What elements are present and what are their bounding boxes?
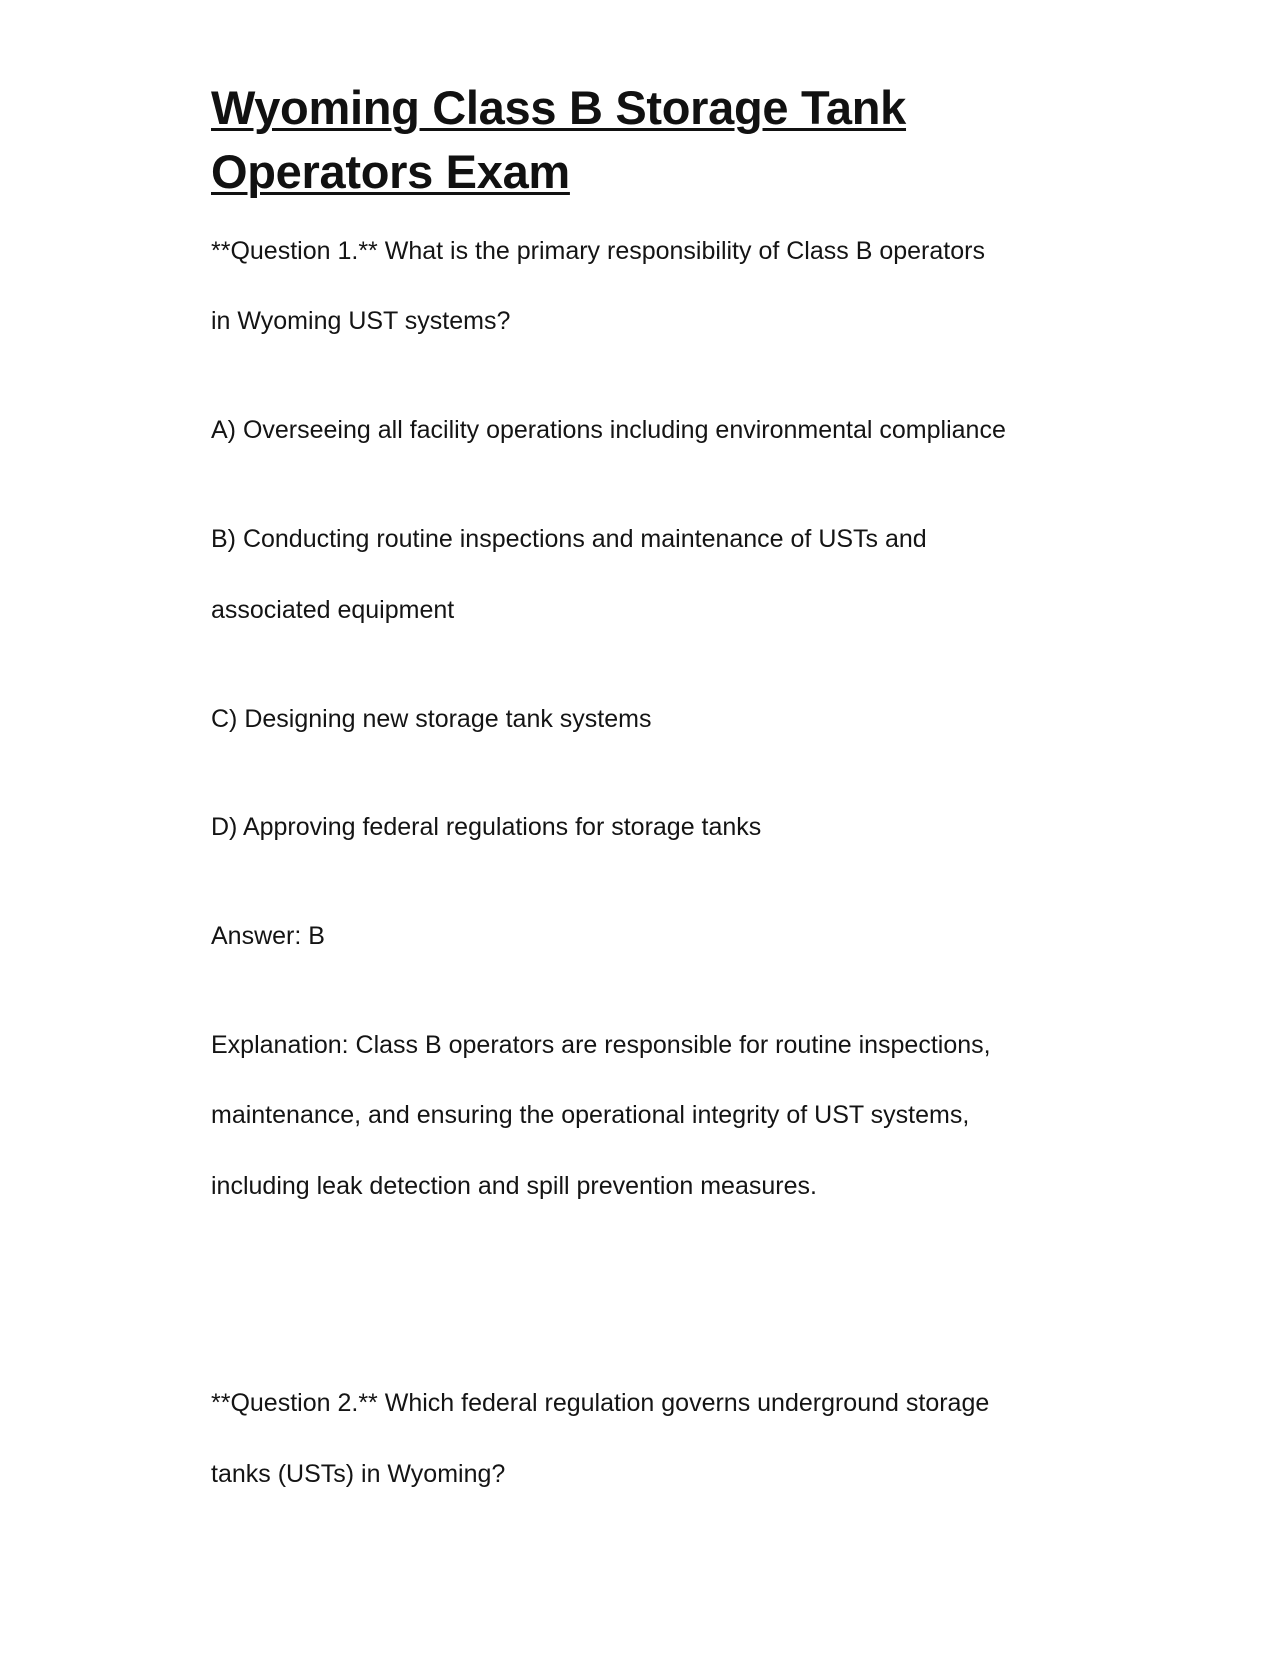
title-line-2: Operators Exam xyxy=(211,145,570,198)
question-2-prompt-line-2: tanks (USTs) in Wyoming? xyxy=(211,1460,506,1488)
question-1-option-d: D) Approving federal regulations for storage tanks xyxy=(211,813,762,841)
question-1-explanation-line-2: maintenance, and ensuring the operational integrity of UST systems, xyxy=(211,1101,970,1129)
question-1-prompt-line-1: **Question 1.** What is the primary responsibility of Class B operators xyxy=(211,237,985,265)
title-line-1: Wyoming Class B Storage Tank xyxy=(211,81,907,134)
document-title xyxy=(211,76,1111,204)
question-1-option-c: C) Designing new storage tank systems xyxy=(211,705,652,733)
question-2-prompt-line-1: **Question 2.** Which federal regulation governs underground storage xyxy=(211,1389,990,1417)
question-1-option-a: A) Overseeing all facility operations including environmental compliance xyxy=(211,416,1006,444)
question-1-answer: Answer: B xyxy=(211,922,325,950)
question-1-option-b-line-1: B) Conducting routine inspections and maintenance of USTs and xyxy=(211,525,927,553)
question-1-prompt-line-2: in Wyoming UST systems? xyxy=(211,307,511,335)
question-1-option-b-line-2: associated equipment xyxy=(211,596,455,624)
question-1-explanation-line-1: Explanation: Class B operators are responsible for routine inspections, xyxy=(211,1031,991,1059)
question-1-explanation-line-3: including leak detection and spill prevention measures. xyxy=(211,1172,817,1200)
